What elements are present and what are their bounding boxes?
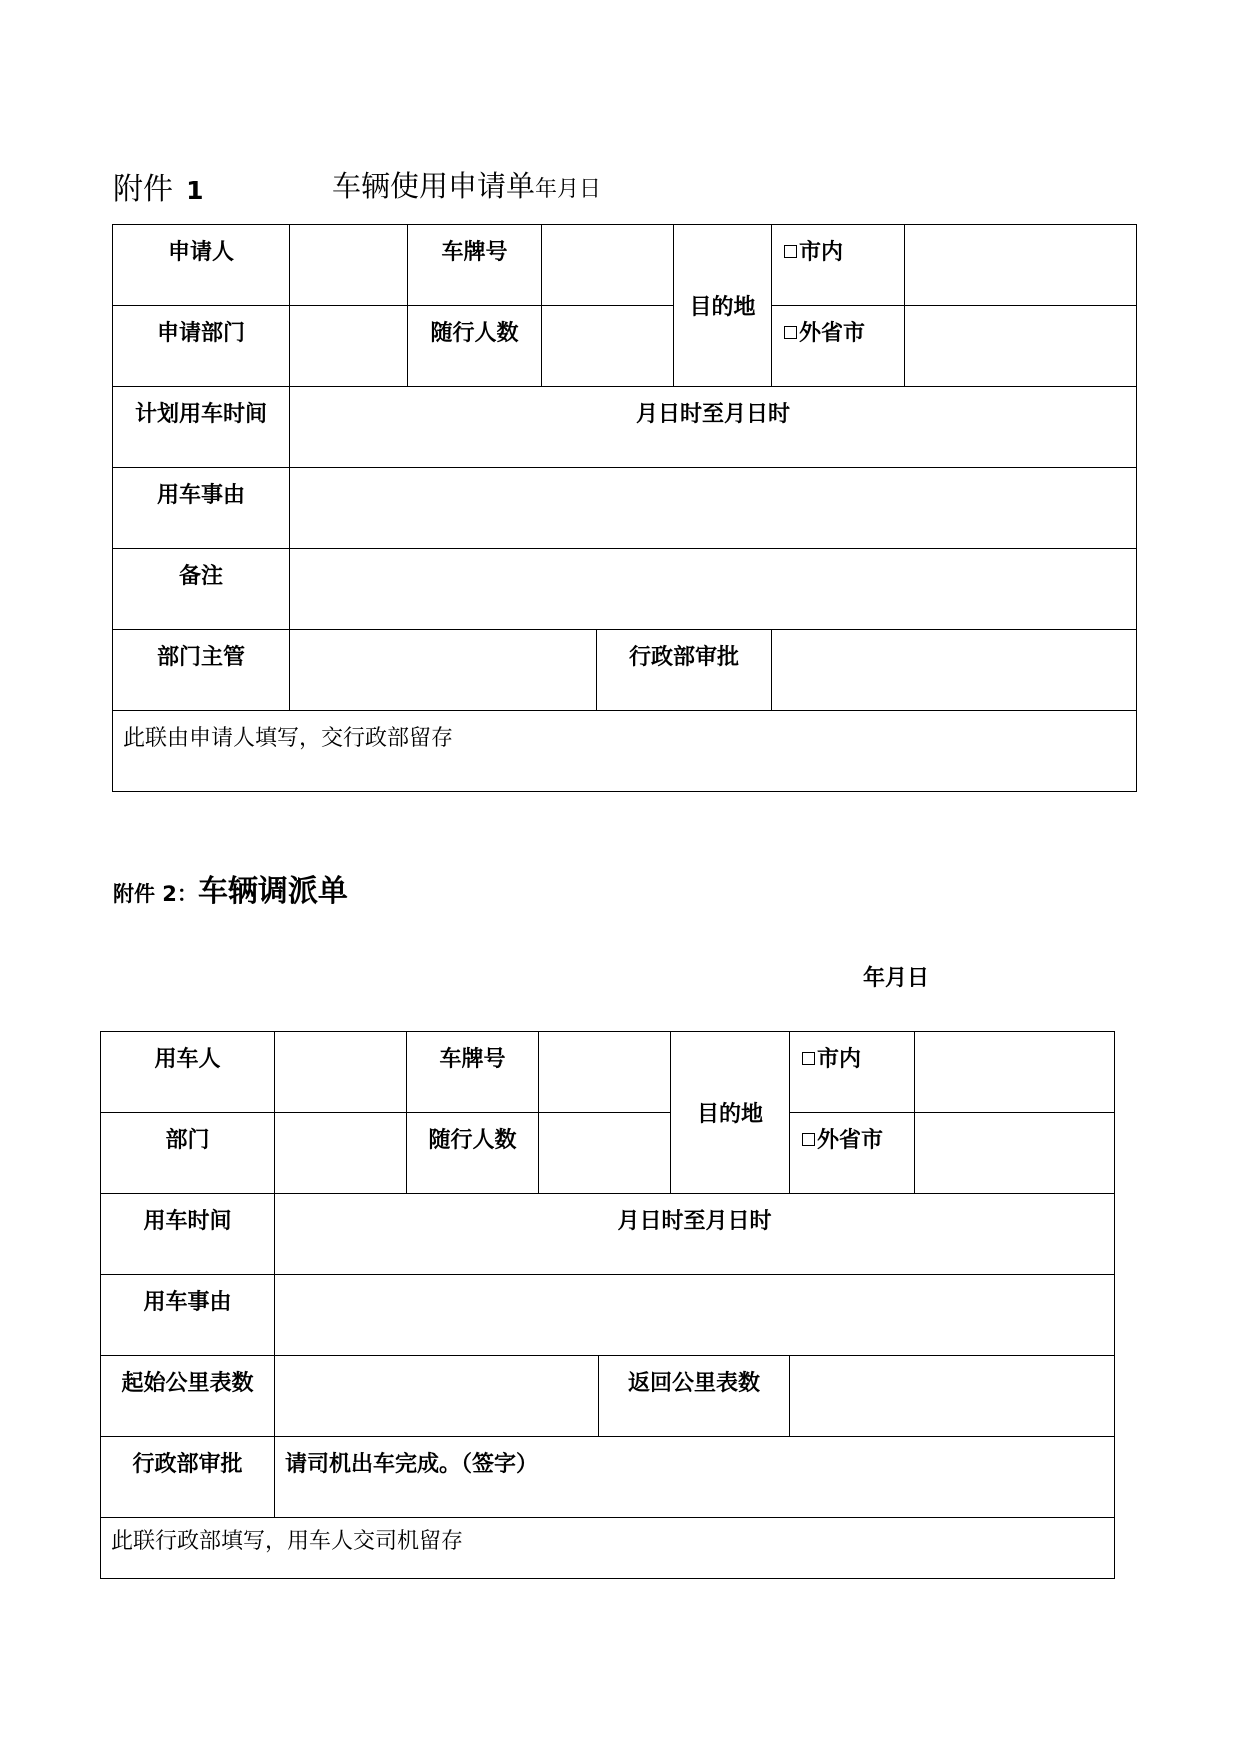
- driver-signature-field[interactable]: 请司机出车完成。（签字）: [275, 1437, 1115, 1518]
- use-time-label: 用车时间: [101, 1194, 275, 1275]
- plan-time-label: 计划用车时间: [113, 387, 290, 468]
- city-option[interactable]: [772, 225, 905, 306]
- checkbox-icon[interactable]: [802, 1133, 815, 1146]
- vehicle-application-form: [112, 224, 1137, 792]
- reason-label: 用车事由: [113, 468, 290, 549]
- form2-title: 车辆调派单: [197, 874, 348, 909]
- form1-footer-note: 此联由申请人填写，交行政部留存: [113, 711, 1137, 792]
- department-field[interactable]: [290, 306, 408, 387]
- out-province-destination-field[interactable]: [905, 306, 1137, 387]
- form1-attachment-number: 1: [186, 176, 204, 205]
- city-option[interactable]: [790, 1032, 915, 1113]
- checkbox-icon[interactable]: [784, 245, 797, 258]
- out-province-option-label: 外省市: [817, 1128, 884, 1153]
- destination-label: 目的地: [674, 225, 772, 387]
- companions-field[interactable]: [542, 306, 674, 387]
- out-province-option[interactable]: [790, 1113, 915, 1194]
- form1-attachment-label: 附件: [113, 172, 173, 207]
- time-range-field[interactable]: 月日时至月日时: [290, 387, 1137, 468]
- applicant-field[interactable]: [290, 225, 408, 306]
- companions-label: 随行人数: [408, 306, 542, 387]
- plate-number-field[interactable]: [539, 1032, 671, 1113]
- department-label: 部门: [101, 1113, 275, 1194]
- form1-title: [332, 164, 601, 205]
- start-mileage-label: 起始公里表数: [101, 1356, 275, 1437]
- dept-supervisor-label: 部门主管: [113, 630, 290, 711]
- remark-label: 备注: [113, 549, 290, 630]
- reason-field[interactable]: [275, 1275, 1115, 1356]
- companions-field[interactable]: [539, 1113, 671, 1194]
- out-province-option[interactable]: [772, 306, 905, 387]
- vehicle-dispatch-form: [100, 1031, 1115, 1579]
- return-mileage-field[interactable]: [790, 1356, 1115, 1437]
- form1-title-date: 年月日: [535, 177, 602, 202]
- user-label: 用车人: [101, 1032, 275, 1113]
- start-mileage-field[interactable]: [275, 1356, 599, 1437]
- reason-label: 用车事由: [101, 1275, 275, 1356]
- department-field[interactable]: [275, 1113, 407, 1194]
- form1-heading: [113, 164, 204, 208]
- form2-heading: [113, 866, 348, 910]
- destination-label: 目的地: [671, 1032, 790, 1194]
- return-mileage-label: 返回公里表数: [599, 1356, 790, 1437]
- checkbox-icon[interactable]: [784, 326, 797, 339]
- time-range-field[interactable]: 月日时至月日时: [275, 1194, 1115, 1275]
- reason-field[interactable]: [290, 468, 1137, 549]
- city-destination-field[interactable]: [905, 225, 1137, 306]
- form2-footer-note: 此联行政部填写，用车人交司机留存: [101, 1518, 1115, 1579]
- companions-label: 随行人数: [407, 1113, 539, 1194]
- admin-approval-label: 行政部审批: [597, 630, 772, 711]
- city-destination-field[interactable]: [915, 1032, 1115, 1113]
- user-field[interactable]: [275, 1032, 407, 1113]
- remark-field[interactable]: [290, 549, 1137, 630]
- plate-number-label: 车牌号: [408, 225, 542, 306]
- dept-supervisor-field[interactable]: [290, 630, 597, 711]
- form1-title-text: 车辆使用申请单: [332, 169, 536, 203]
- applicant-label: 申请人: [113, 225, 290, 306]
- form2-date: 年月日: [863, 966, 930, 991]
- city-option-label: 市内: [799, 240, 844, 265]
- admin-approval-field[interactable]: [772, 630, 1137, 711]
- plate-number-field[interactable]: [542, 225, 674, 306]
- city-option-label: 市内: [817, 1047, 862, 1072]
- form2-attachment-label: 附件 2：: [113, 882, 198, 906]
- department-label: 申请部门: [113, 306, 290, 387]
- admin-approval-label: 行政部审批: [101, 1437, 275, 1518]
- out-province-destination-field[interactable]: [915, 1113, 1115, 1194]
- out-province-option-label: 外省市: [799, 321, 866, 346]
- checkbox-icon[interactable]: [802, 1052, 815, 1065]
- plate-number-label: 车牌号: [407, 1032, 539, 1113]
